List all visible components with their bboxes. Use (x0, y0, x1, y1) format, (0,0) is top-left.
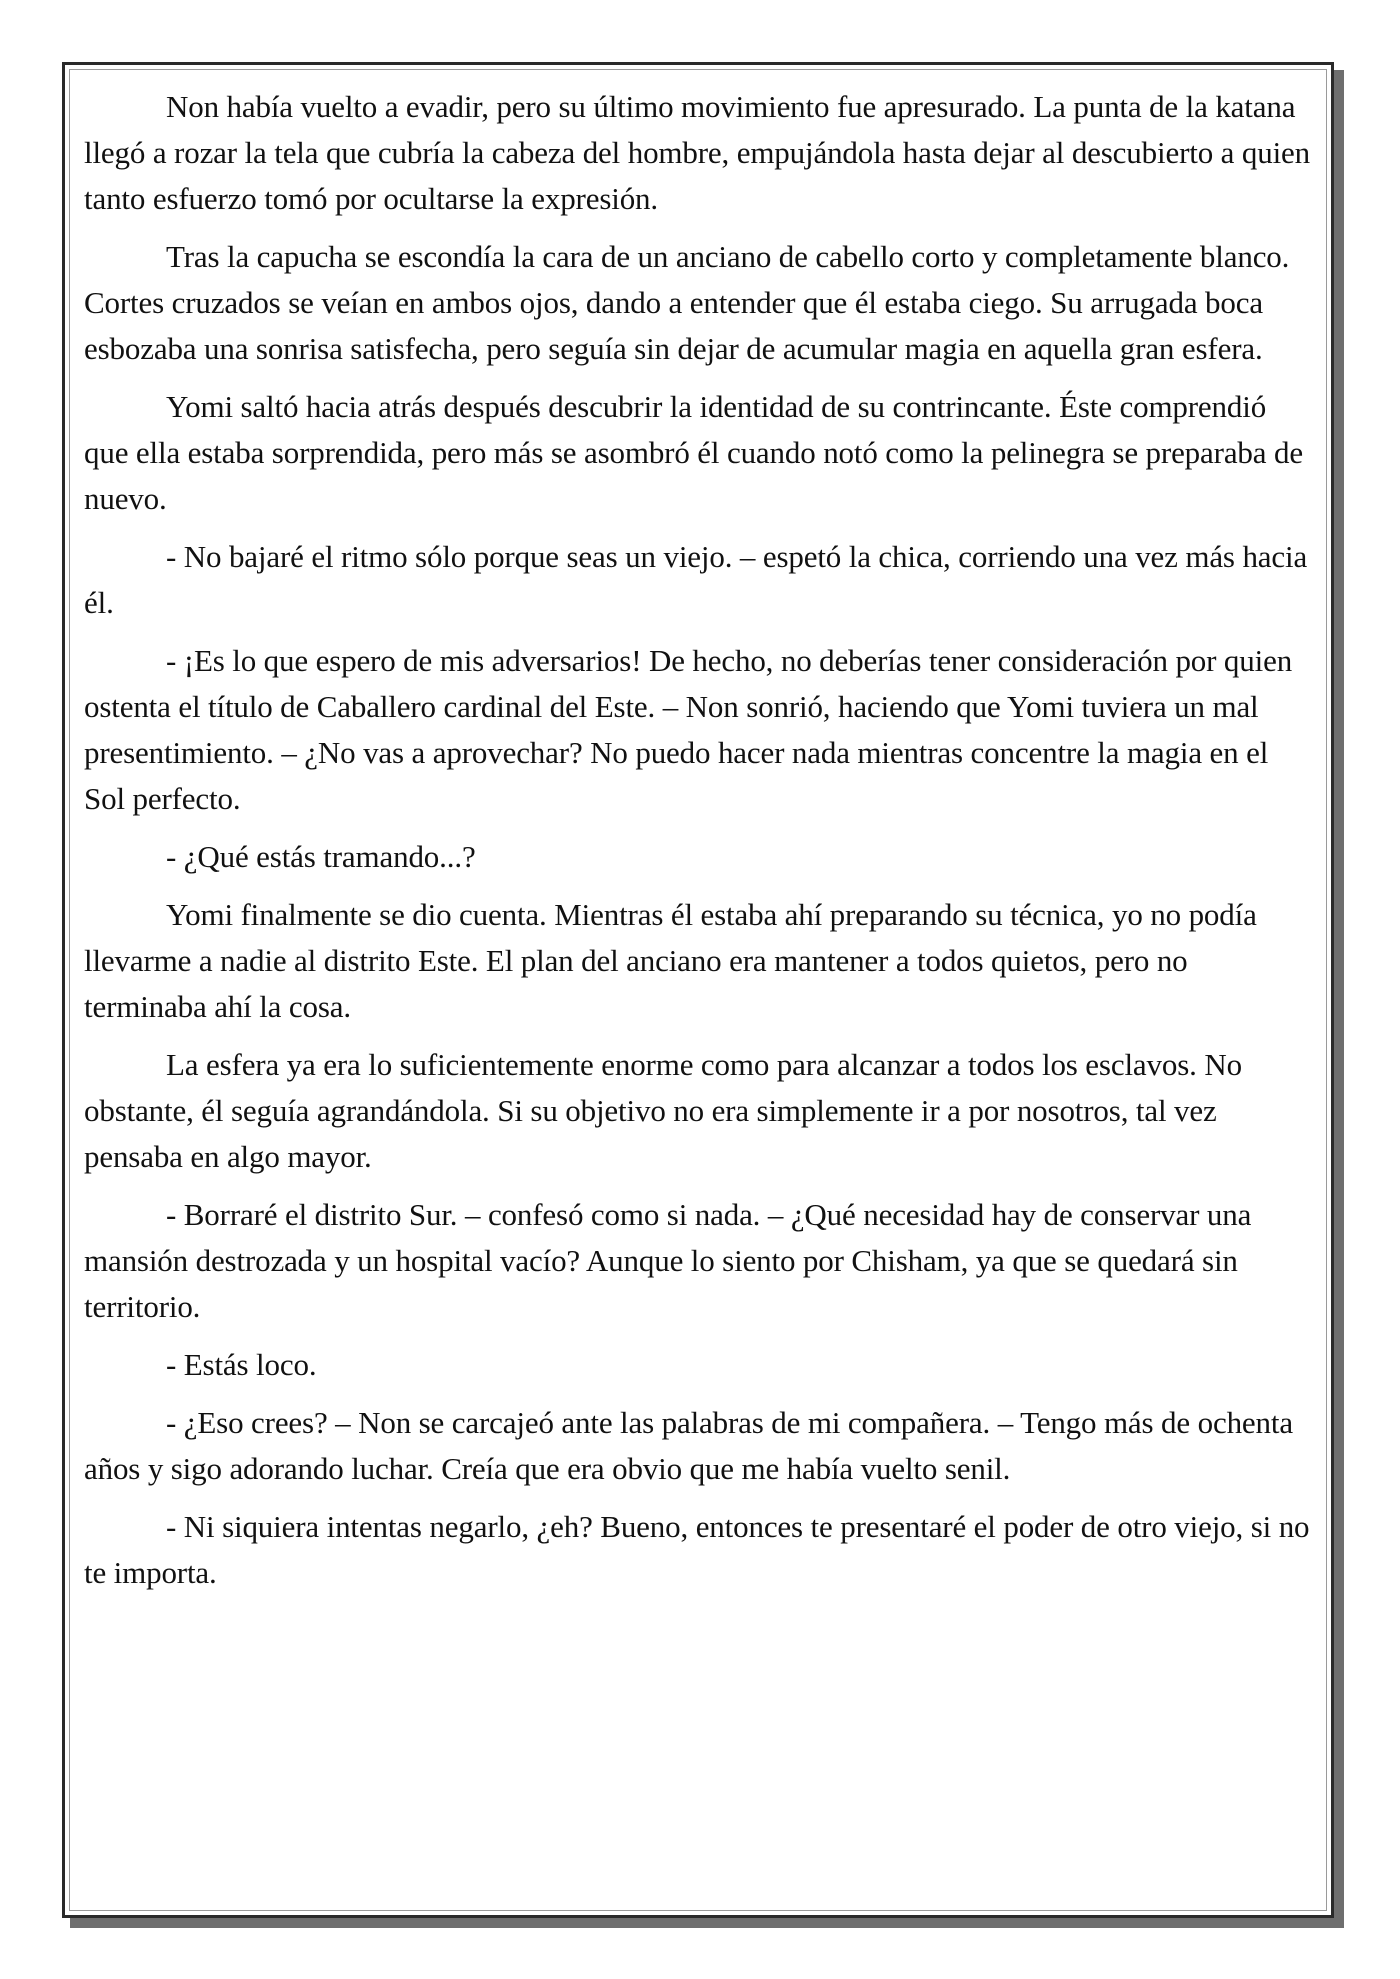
paragraph: La esfera ya era lo suficientemente enorme como para alcanzar a todos los esclavos. No obstante, él seguía agrandándola. Si su objetivo no era simplemente ir a por nosotros, tal vez pensaba en algo mayor. (84, 1047, 1242, 1174)
paragraph: - Estás loco. (166, 1347, 317, 1382)
paragraph: - ¿Qué estás tramando...? (166, 839, 476, 874)
paragraph: - No bajaré el ritmo sólo porque seas un viejo. – espetó la chica, corriendo una vez más hacia él. (84, 539, 1308, 620)
paragraph: - Borraré el distrito Sur. – confesó como si nada. – ¿Qué necesidad hay de conservar una mansión destrozada y un hospital vacío? Aunque lo siento por Chisham, ya que se quedará sin territorio. (84, 1197, 1252, 1324)
paragraph: - Ni siquiera intentas negarlo, ¿eh? Bueno, entonces te presentaré el poder de otro viejo, si no te importa. (84, 1509, 1310, 1590)
paragraph: Tras la capucha se escondía la cara de un anciano de cabello corto y completamente blanco. Cortes cruzados se veían en ambos ojos, dando a entender que él estaba ciego. Su arrugada boca esbozaba una sonrisa satisfecha, pero seguía sin dejar de acumular magia en aquella gran esfera. (84, 239, 1290, 366)
paragraph: Yomi finalmente se dio cuenta. Mientras él estaba ahí preparando su técnica, yo no podía llevarme a nadie al distrito Este. El plan del anciano era mantener a todos quietos, pero no terminaba ahí la cosa. (84, 897, 1257, 1024)
page-text (84, 84, 1314, 1608)
paragraph: Non había vuelto a evadir, pero su último movimiento fue apresurado. La punta de la katana llegó a rozar la tela que cubría la cabeza del hombre, empujándola hasta dejar al descubierto a quien tanto esfuerzo tomó por ocultarse la expresión. (84, 89, 1310, 216)
paragraph: Yomi saltó hacia atrás después descubrir la identidad de su contrincante. Éste comprendió que ella estaba sorprendida, pero más se asombró él cuando notó como la pelinegra se preparaba de nuevo. (84, 389, 1303, 516)
paragraph: - ¡Es lo que espero de mis adversarios! De hecho, no deberías tener consideración por quien ostenta el título de Caballero cardinal del Este. – Non sonrió, haciendo que Yomi tuviera un mal presentimiento. – ¿No vas a aprovechar? No puedo hacer nada mientras concentre la magia en el Sol perfecto. (84, 643, 1293, 816)
paragraph: - ¿Eso crees? – Non se carcajeó ante las palabras de mi compañera. – Tengo más de ochenta años y sigo adorando luchar. Creía que era obvio que me había vuelto senil. (84, 1405, 1293, 1486)
